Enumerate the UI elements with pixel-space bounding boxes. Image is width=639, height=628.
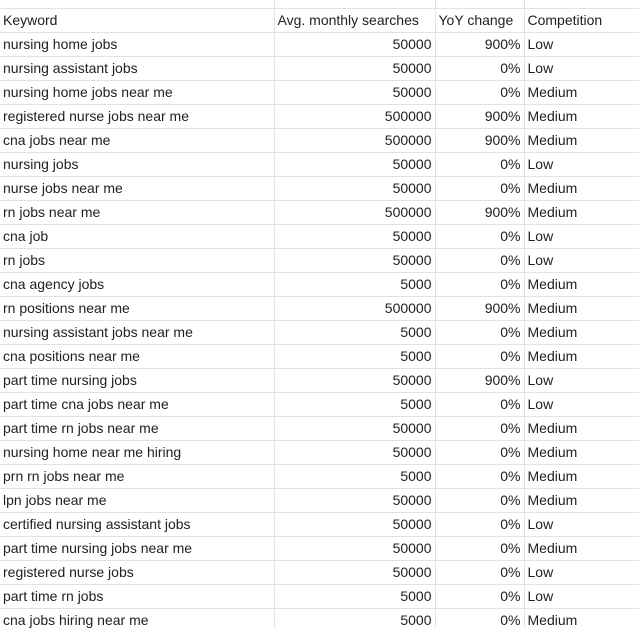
table-row xyxy=(0,56,639,80)
blank-cell[interactable] xyxy=(435,0,524,8)
table-row xyxy=(0,248,639,272)
searches-cell[interactable]: 500000 xyxy=(274,104,435,128)
keyword-cell[interactable]: cna agency jobs xyxy=(0,272,274,296)
table-row xyxy=(0,416,639,440)
competition-cell[interactable]: Medium xyxy=(524,200,639,224)
competition-cell[interactable]: Low xyxy=(524,56,639,80)
table-row xyxy=(0,560,639,584)
yoy-cell[interactable]: 0% xyxy=(435,464,524,488)
searches-cell[interactable]: 5000 xyxy=(274,272,435,296)
competition-cell[interactable]: Medium xyxy=(524,608,639,628)
table-row xyxy=(0,152,639,176)
blank-cell[interactable] xyxy=(0,0,274,8)
competition-cell[interactable]: Medium xyxy=(524,80,639,104)
table-row xyxy=(0,128,639,152)
keyword-cell[interactable]: rn jobs xyxy=(0,248,274,272)
table-row xyxy=(0,392,639,416)
searches-cell[interactable]: 500000 xyxy=(274,200,435,224)
table-row xyxy=(0,200,639,224)
competition-cell[interactable]: Low xyxy=(524,368,639,392)
yoy-cell[interactable]: 900% xyxy=(435,200,524,224)
yoy-cell[interactable]: 0% xyxy=(435,560,524,584)
searches-cell[interactable]: 5000 xyxy=(274,608,435,628)
blank-cell[interactable] xyxy=(524,0,639,8)
searches-cell[interactable]: 50000 xyxy=(274,248,435,272)
keyword-cell[interactable]: nursing assistant jobs xyxy=(0,56,274,80)
competition-cell[interactable]: Medium xyxy=(524,272,639,296)
competition-cell[interactable]: Medium xyxy=(524,344,639,368)
header-keyword[interactable]: Keyword xyxy=(0,8,274,32)
yoy-cell[interactable]: 0% xyxy=(435,224,524,248)
competition-cell[interactable]: Low xyxy=(524,560,639,584)
table-row xyxy=(0,368,639,392)
searches-cell[interactable]: 50000 xyxy=(274,176,435,200)
searches-cell[interactable]: 5000 xyxy=(274,320,435,344)
searches-cell[interactable]: 50000 xyxy=(274,368,435,392)
competition-cell[interactable]: Medium xyxy=(524,536,639,560)
table-row xyxy=(0,464,639,488)
competition-cell[interactable]: Low xyxy=(524,512,639,536)
yoy-cell[interactable]: 0% xyxy=(435,56,524,80)
blank-row xyxy=(0,0,639,8)
yoy-cell[interactable]: 0% xyxy=(435,584,524,608)
competition-cell[interactable]: Medium xyxy=(524,440,639,464)
searches-cell[interactable]: 500000 xyxy=(274,296,435,320)
header-yoy[interactable]: YoY change xyxy=(435,8,524,32)
competition-cell[interactable]: Medium xyxy=(524,320,639,344)
table-row xyxy=(0,512,639,536)
keyword-cell[interactable]: nursing home near me hiring xyxy=(0,440,274,464)
keyword-cell[interactable]: registered nurse jobs near me xyxy=(0,104,274,128)
searches-cell[interactable]: 5000 xyxy=(274,344,435,368)
table-row xyxy=(0,32,639,56)
table-row xyxy=(0,224,639,248)
yoy-cell[interactable]: 0% xyxy=(435,152,524,176)
yoy-cell[interactable]: 0% xyxy=(435,320,524,344)
yoy-cell[interactable]: 0% xyxy=(435,80,524,104)
competition-cell[interactable]: Medium xyxy=(524,416,639,440)
competition-cell[interactable]: Low xyxy=(524,584,639,608)
keyword-cell[interactable]: lpn jobs near me xyxy=(0,488,274,512)
yoy-cell[interactable]: 0% xyxy=(435,512,524,536)
keyword-cell[interactable]: nursing home jobs near me xyxy=(0,80,274,104)
keyword-cell[interactable]: nursing jobs xyxy=(0,152,274,176)
yoy-cell[interactable]: 900% xyxy=(435,32,524,56)
yoy-cell[interactable]: 900% xyxy=(435,296,524,320)
blank-cell[interactable] xyxy=(274,0,435,8)
yoy-cell[interactable]: 0% xyxy=(435,536,524,560)
table-row xyxy=(0,536,639,560)
table-row xyxy=(0,80,639,104)
table-row xyxy=(0,272,639,296)
searches-cell[interactable]: 50000 xyxy=(274,152,435,176)
searches-cell[interactable]: 50000 xyxy=(274,224,435,248)
competition-cell[interactable]: Medium xyxy=(524,104,639,128)
yoy-cell[interactable]: 0% xyxy=(435,272,524,296)
table-row xyxy=(0,584,639,608)
searches-cell[interactable]: 5000 xyxy=(274,392,435,416)
header-row xyxy=(0,8,639,32)
table-row xyxy=(0,104,639,128)
competition-cell[interactable]: Low xyxy=(524,248,639,272)
keyword-cell[interactable]: part time rn jobs xyxy=(0,584,274,608)
yoy-cell[interactable]: 900% xyxy=(435,128,524,152)
yoy-cell[interactable]: 0% xyxy=(435,392,524,416)
keyword-cell[interactable]: cna jobs near me xyxy=(0,128,274,152)
keyword-cell[interactable]: nursing assistant jobs near me xyxy=(0,320,274,344)
competition-cell[interactable]: Low xyxy=(524,224,639,248)
competition-cell[interactable]: Medium xyxy=(524,176,639,200)
keyword-cell[interactable]: part time cna jobs near me xyxy=(0,392,274,416)
yoy-cell[interactable]: 0% xyxy=(435,488,524,512)
searches-cell[interactable]: 50000 xyxy=(274,440,435,464)
header-competition[interactable]: Competition xyxy=(524,8,639,32)
competition-cell[interactable]: Low xyxy=(524,32,639,56)
yoy-cell[interactable]: 0% xyxy=(435,176,524,200)
yoy-cell[interactable]: 0% xyxy=(435,608,524,628)
keyword-cell[interactable]: cna positions near me xyxy=(0,344,274,368)
table-row xyxy=(0,320,639,344)
keyword-cell[interactable]: cna job xyxy=(0,224,274,248)
competition-cell[interactable]: Medium xyxy=(524,488,639,512)
keyword-cell[interactable]: nurse jobs near me xyxy=(0,176,274,200)
table-row xyxy=(0,440,639,464)
searches-cell[interactable]: 50000 xyxy=(274,416,435,440)
keyword-cell[interactable]: prn rn jobs near me xyxy=(0,464,274,488)
keyword-cell[interactable]: registered nurse jobs xyxy=(0,560,274,584)
searches-cell[interactable]: 50000 xyxy=(274,32,435,56)
table-row xyxy=(0,488,639,512)
table-row xyxy=(0,344,639,368)
competition-cell[interactable]: Medium xyxy=(524,128,639,152)
competition-cell[interactable]: Medium xyxy=(524,464,639,488)
competition-cell[interactable]: Low xyxy=(524,392,639,416)
searches-cell[interactable]: 50000 xyxy=(274,488,435,512)
searches-cell[interactable]: 5000 xyxy=(274,584,435,608)
yoy-cell[interactable]: 0% xyxy=(435,416,524,440)
yoy-cell[interactable]: 900% xyxy=(435,104,524,128)
yoy-cell[interactable]: 0% xyxy=(435,248,524,272)
yoy-cell[interactable]: 0% xyxy=(435,344,524,368)
yoy-cell[interactable]: 900% xyxy=(435,368,524,392)
keyword-cell[interactable]: nursing home jobs xyxy=(0,32,274,56)
keyword-cell[interactable]: part time nursing jobs near me xyxy=(0,536,274,560)
keyword-cell[interactable]: cna jobs hiring near me xyxy=(0,608,274,628)
searches-cell[interactable]: 50000 xyxy=(274,56,435,80)
competition-cell[interactable]: Low xyxy=(524,152,639,176)
table-row xyxy=(0,608,639,628)
searches-cell[interactable]: 50000 xyxy=(274,536,435,560)
searches-cell[interactable]: 50000 xyxy=(274,80,435,104)
competition-cell[interactable]: Medium xyxy=(524,296,639,320)
searches-cell[interactable]: 50000 xyxy=(274,560,435,584)
keyword-cell[interactable]: part time nursing jobs xyxy=(0,368,274,392)
keyword-cell[interactable]: part time rn jobs near me xyxy=(0,416,274,440)
searches-cell[interactable]: 5000 xyxy=(274,464,435,488)
table-row xyxy=(0,176,639,200)
table-row xyxy=(0,296,639,320)
yoy-cell[interactable]: 0% xyxy=(435,440,524,464)
header-searches[interactable]: Avg. monthly searches xyxy=(274,8,435,32)
searches-cell[interactable]: 50000 xyxy=(274,512,435,536)
keyword-cell[interactable]: rn jobs near me xyxy=(0,200,274,224)
keyword-cell[interactable]: rn positions near me xyxy=(0,296,274,320)
searches-cell[interactable]: 500000 xyxy=(274,128,435,152)
keyword-cell[interactable]: certified nursing assistant jobs xyxy=(0,512,274,536)
